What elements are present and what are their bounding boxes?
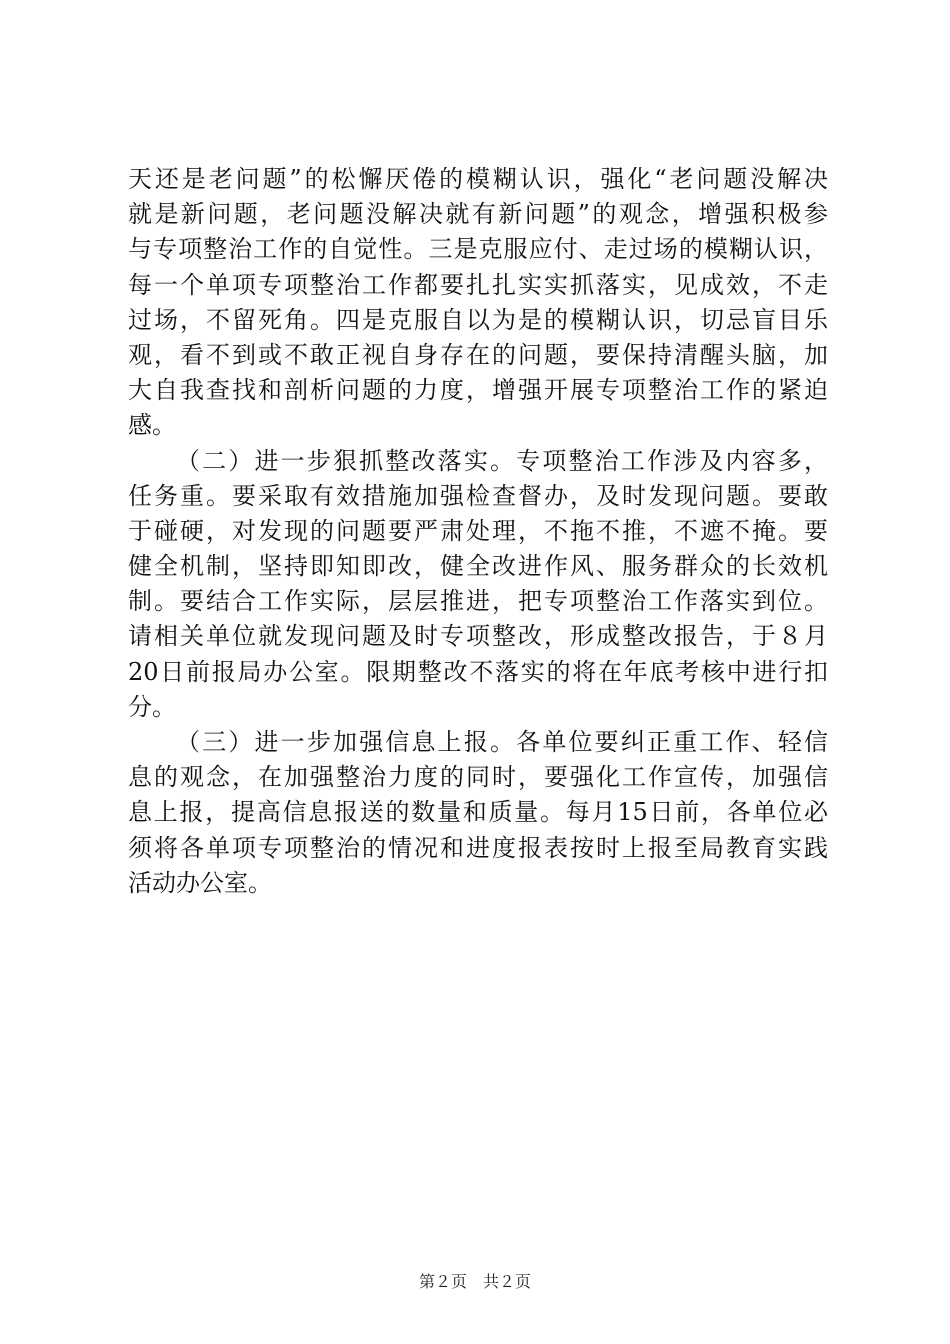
text-line: 观，看不到或不敢正视自身存在的问题，要保持清醒头脑，加 <box>128 340 828 369</box>
document-body <box>128 162 828 901</box>
text-line: 于碰硬，对发现的问题要严肃处理，不拖不推，不遮不掩。要 <box>128 516 828 545</box>
text-line: 分。 <box>128 692 176 721</box>
text-line: 健全机制，坚持即知即改，健全改进作风、服务群众的长效机 <box>128 552 828 581</box>
text-line: 任务重。要采取有效措施加强检查督办，及时发现问题。要敢 <box>128 481 828 510</box>
text-line: 感。 <box>128 411 176 440</box>
text-line: （三）进一步加强信息上报。各单位要纠正重工作、轻信 <box>176 728 828 756</box>
paragraph-3 <box>128 725 828 901</box>
text-line: 每一个单项专项整治工作都要扎扎实实抓落实，见成效，不走 <box>128 270 828 299</box>
text-line: 过场，不留死角。四是克服自以为是的模糊认识，切忌盲目乐 <box>128 305 828 334</box>
paragraph-1 <box>128 162 828 444</box>
text-line: 20日前报局办公室。限期整改不落实的将在年底考核中进行扣 <box>128 657 828 686</box>
page-footer: 第２页 共２页 <box>418 1272 531 1291</box>
text-line: 天还是老问题”的松懈厌倦的模糊认识，强化“老问题没解决 <box>128 165 828 193</box>
text-line: 就是新问题，老问题没解决就有新问题”的观念，增强积极参 <box>128 200 828 229</box>
text-line: 请相关单位就发现问题及时专项整改，形成整改报告，于８月 <box>128 622 828 651</box>
text-line: （二）进一步狠抓整改落实。专项整治工作涉及内容多， <box>176 446 828 475</box>
text-line: 活动办公室。 <box>128 868 272 897</box>
text-line: 大自我查找和剖析问题的力度，增强开展专项整治工作的紧迫 <box>128 376 828 405</box>
text-line: 息上报，提高信息报送的数量和质量。每月15日前，各单位必 <box>128 798 828 827</box>
text-line: 与专项整治工作的自觉性。三是克服应付、走过场的模糊认识， <box>128 235 828 264</box>
paragraph-2 <box>128 444 828 726</box>
text-line: 制。要结合工作实际，层层推进，把专项整治工作落实到位。 <box>128 587 828 616</box>
text-line: 须将各单项专项整治的情况和进度报表按时上报至局教育实践 <box>128 833 828 862</box>
text-line: 息的观念，在加强整治力度的同时，要强化工作宣传，加强信 <box>128 763 828 792</box>
